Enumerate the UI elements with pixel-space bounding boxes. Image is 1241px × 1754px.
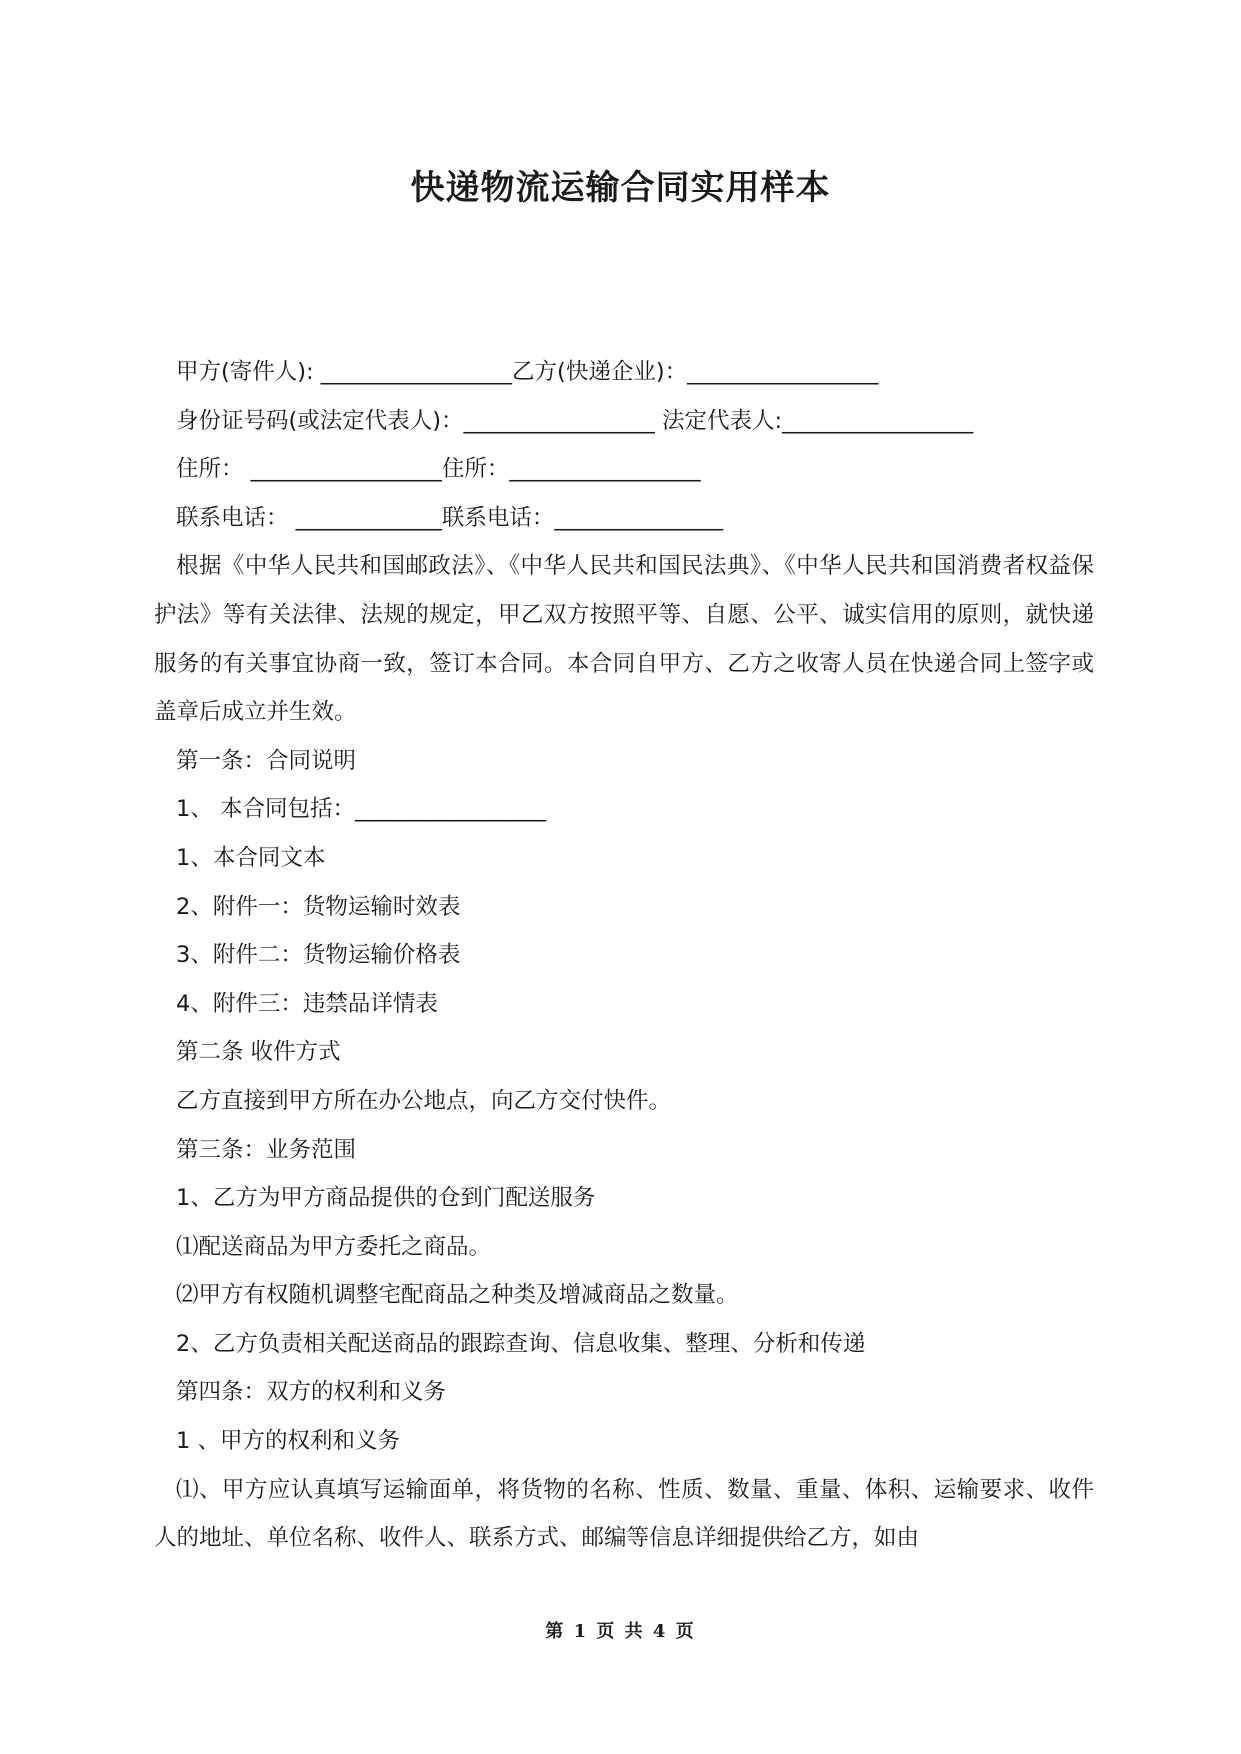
list-item: 2、乙方负责相关配送商品的跟踪查询、信息收集、整理、分析和传递 <box>176 1330 866 1357</box>
id-number-line: 身份证号码(或法定代表人)：_________________ 法定代表人:_________________ <box>176 407 974 434</box>
preamble-paragraph: 根据《中华人民共和国邮政法》、《中华人民共和国民法典》、《中华人民共和国消费者权益保护法》等有关法律、法规的规定，甲乙双方按照平等、自愿、公平、诚实信用的原则，就快递服务的有关事宜协商一致，签订本合同。本合同自甲方、乙方之收寄人员在快递合同上签字或盖章后成立并生效。 <box>154 553 1094 726</box>
page-number: 第 1 页 共 4 页 <box>545 1621 696 1642</box>
contract-includes-line: 1、 本合同包括：_________________ <box>176 796 547 823</box>
document-title: 快递物流运输合同实用样本 <box>410 168 831 208</box>
article-2-text: 乙方直接到甲方所在办公地点，向乙方交付快件。 <box>176 1087 672 1114</box>
article-1-heading: 第一条：合同说明 <box>176 747 357 774</box>
list-item: 1 、甲方的权利和义务 <box>176 1428 400 1455</box>
article-4-heading: 第四条：双方的权利和义务 <box>176 1379 447 1406</box>
list-item: 4、附件三：违禁品详情表 <box>176 990 438 1017</box>
list-item: 1、本合同文本 <box>176 844 326 871</box>
list-item: ⑵甲方有权随机调整宅配商品之种类及增减商品之数量。 <box>176 1282 739 1309</box>
document-body <box>154 348 1094 1563</box>
article-3-heading: 第三条：业务范围 <box>176 1136 357 1163</box>
party-a-duty-paragraph: ⑴、甲方应认真填写运输面单，将货物的名称、性质、数量、重量、体积、运输要求、收件人的地址、单位名称、收件人、联系方式、邮编等信息详细提供给乙方，如由 <box>154 1476 1094 1552</box>
list-item: 1、乙方为甲方商品提供的仓到门配送服务 <box>176 1185 596 1212</box>
list-item: 2、附件一：货物运输时效表 <box>176 893 461 920</box>
address-line: 住所： _________________住所：_________________ <box>176 456 701 483</box>
party-names-line: 甲方(寄件人): _________________乙方(快递企业)：_________________ <box>176 359 879 385</box>
article-2-heading: 第二条 收件方式 <box>176 1039 341 1066</box>
list-item: ⑴配送商品为甲方委托之商品。 <box>176 1233 492 1260</box>
list-item: 3、附件二：货物运输价格表 <box>176 942 461 969</box>
phone-line: 联系电话： _____________联系电话：_______________ <box>176 504 724 531</box>
